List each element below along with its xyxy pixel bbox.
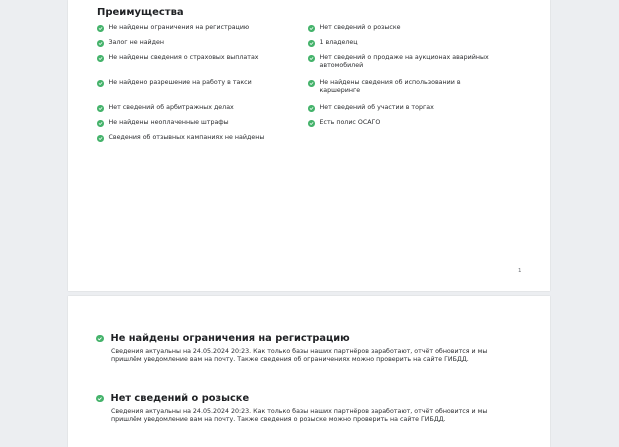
advantage-text: Нет сведений о розыске bbox=[319, 24, 401, 31]
check-circle-icon bbox=[97, 25, 104, 32]
advantage-text: 1 владелец bbox=[319, 39, 358, 46]
advantages-title: Преимущества bbox=[97, 7, 184, 18]
check-circle-icon bbox=[97, 55, 104, 62]
advantage-item bbox=[97, 54, 287, 62]
advantage-text: Нет сведений о продаже на аукционах аварийных автомобилей bbox=[319, 54, 489, 69]
advantage-item bbox=[308, 39, 523, 47]
section-header bbox=[96, 333, 350, 344]
page-number: 1 bbox=[518, 268, 522, 274]
section-title: Не найдены ограничения на регистрацию bbox=[110, 333, 350, 344]
advantage-text: Не найдены сведения об использовании в каршеринге bbox=[319, 79, 461, 94]
advantage-item bbox=[308, 119, 523, 127]
section-title: Нет сведений о розыске bbox=[110, 393, 250, 404]
check-circle-icon bbox=[97, 120, 104, 127]
advantage-item bbox=[308, 104, 523, 112]
advantage-text: Есть полис ОСАГО bbox=[319, 119, 381, 126]
check-circle-icon bbox=[96, 395, 104, 403]
check-circle-icon bbox=[97, 40, 104, 47]
check-circle-icon bbox=[96, 335, 104, 343]
advantage-text: Не найдены сведения о страховых выплатах bbox=[108, 54, 259, 61]
check-circle-icon bbox=[97, 105, 104, 112]
report-page-1 bbox=[68, 0, 550, 291]
advantage-text: Нет сведений об участии в торгах bbox=[319, 104, 434, 111]
advantage-text: Не найдены ограничения на регистрацию bbox=[108, 24, 250, 31]
advantage-text: Не найдены неоплаченные штрафы bbox=[108, 119, 229, 126]
advantage-text: Нет сведений об арбитражных делах bbox=[108, 104, 234, 111]
advantage-item bbox=[308, 54, 523, 70]
check-circle-icon bbox=[308, 25, 315, 32]
advantage-item bbox=[97, 79, 287, 87]
advantage-item bbox=[97, 39, 287, 47]
advantage-item bbox=[97, 119, 287, 127]
advantage-text: Залог не найден bbox=[108, 39, 164, 46]
advantage-text: Не найдено разрешение на работу в такси bbox=[108, 79, 252, 86]
advantage-item bbox=[308, 79, 498, 95]
check-circle-icon bbox=[308, 40, 315, 47]
check-circle-icon bbox=[308, 120, 315, 127]
section-text: Сведения актуальны на 24.05.2024 20:23. Как только базы наших партнёров заработают, отчёт обновится и мы пришлём уведомление вам на почту. Также сведения о розыске можно проверить на сайте ГИБДД. bbox=[111, 408, 488, 424]
check-circle-icon bbox=[97, 80, 104, 87]
advantage-item bbox=[97, 134, 297, 142]
check-circle-icon bbox=[308, 80, 315, 87]
report-page-2 bbox=[68, 296, 550, 447]
section-text: Сведения актуальны на 24.05.2024 20:23. Как только базы наших партнёров заработают, отчёт обновится и мы пришлём уведомление вам на почту. Также сведения об ограничениях можно проверить на сайте ГИБДД. bbox=[111, 348, 488, 364]
section-header bbox=[96, 393, 249, 404]
check-circle-icon bbox=[97, 135, 104, 142]
advantage-text: Сведения об отзывных кампаниях не найдены bbox=[108, 134, 265, 141]
advantage-item bbox=[308, 24, 523, 32]
check-circle-icon bbox=[308, 105, 315, 112]
check-circle-icon bbox=[308, 55, 315, 62]
advantage-item bbox=[97, 24, 287, 32]
advantage-item bbox=[97, 104, 287, 112]
